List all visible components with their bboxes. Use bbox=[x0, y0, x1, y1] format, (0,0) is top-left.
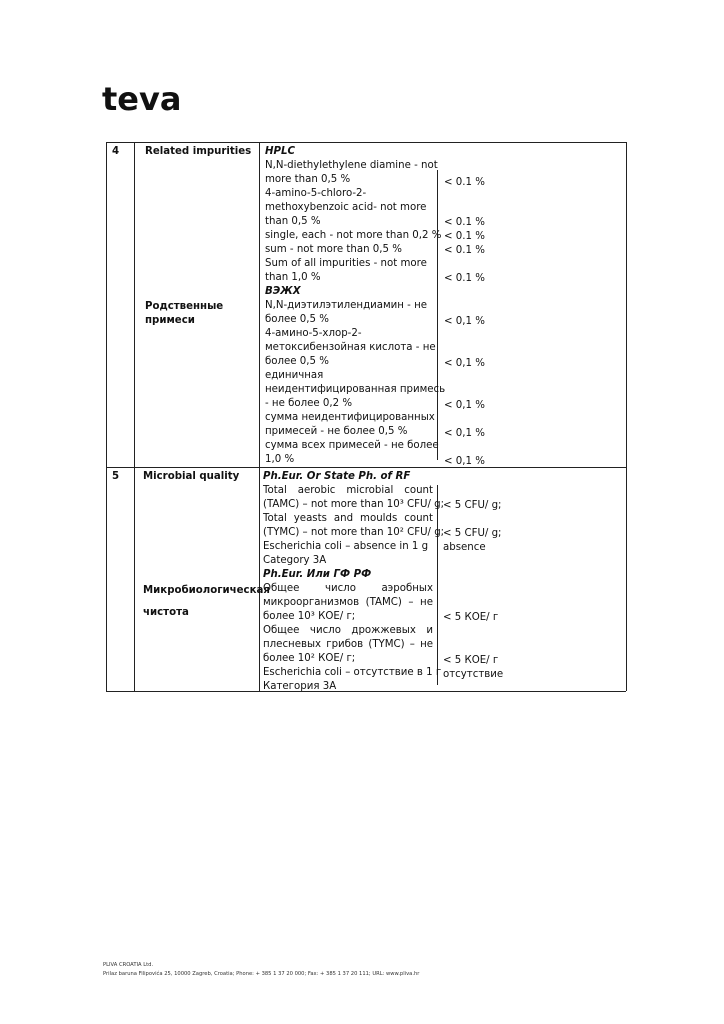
spec-line: единичная bbox=[265, 370, 324, 381]
spec-line: 4-амино-5-хлор-2- bbox=[265, 328, 362, 339]
test-name-ru: чистота bbox=[143, 607, 189, 618]
result-value: < 0,1 % bbox=[444, 428, 485, 439]
test-name-en: Related impurities bbox=[145, 146, 252, 157]
spec-line: N,N-диэтилэтилендиамин - не bbox=[265, 300, 428, 311]
spec-line: Sum of all impurities - not more bbox=[265, 258, 427, 269]
spec-line: Категория 3А bbox=[263, 681, 337, 692]
result-value: < 0,1 % bbox=[444, 400, 485, 411]
result-value: < 0,1 % bbox=[444, 358, 485, 369]
test-name-ru: примеси bbox=[145, 315, 195, 326]
spec-line: than 1,0 % bbox=[265, 272, 321, 283]
result-value: < 0.1 % bbox=[444, 231, 485, 242]
spec-line: (TAMC) – not more than 10³ CFU/ g; bbox=[263, 499, 445, 510]
spec-line: Escherichia coli – absence in 1 g bbox=[263, 541, 429, 552]
spec-line: более 10³ КОЕ/ г; bbox=[263, 611, 356, 622]
result-value: < 5 КОЕ/ г bbox=[443, 655, 499, 666]
test-name-ru: Микробиологическая bbox=[143, 585, 270, 596]
spec-line: метоксибензойная кислота - не bbox=[265, 342, 436, 353]
row-divider bbox=[106, 467, 626, 468]
result-value: < 5 КОЕ/ г bbox=[443, 612, 499, 623]
spec-line: Total yeasts and moulds count bbox=[263, 513, 433, 524]
result-value: < 0,1 % bbox=[444, 316, 485, 327]
method-title: Ph.Eur. Или ГФ РФ bbox=[263, 569, 372, 580]
spec-line: Escherichia coli – отсутствие в 1 г bbox=[263, 667, 442, 678]
spec-line: сумма всех примесей - не более bbox=[265, 440, 439, 451]
spec-line: than 0,5 % bbox=[265, 216, 321, 227]
spec-line: более 0,5 % bbox=[265, 314, 329, 325]
spec-line: 1,0 % bbox=[265, 454, 295, 465]
spec-line: sum - not more than 0,5 % bbox=[265, 244, 402, 255]
result-value: < 0.1 % bbox=[444, 273, 485, 284]
test-name-ru: Родственные bbox=[145, 301, 224, 312]
spec-line: более 0,5 % bbox=[265, 356, 329, 367]
spec-line: более 10² КОЕ/ г; bbox=[263, 653, 356, 664]
spec-line: (TYMC) – not more than 10² CFU/ g; bbox=[263, 527, 445, 538]
spec-line: микроорганизмов (TAMC) – не bbox=[263, 597, 433, 608]
column-divider bbox=[106, 142, 107, 691]
teva-logo bbox=[102, 84, 186, 118]
result-value: < 0.1 % bbox=[444, 245, 485, 256]
spec-line: Category 3A bbox=[263, 555, 327, 566]
column-divider bbox=[437, 485, 438, 685]
result-value: < 0.1 % bbox=[444, 217, 485, 228]
spec-line: single, each - not more than 0,2 % bbox=[265, 230, 442, 241]
spec-line: 4-amino-5-chloro-2- bbox=[265, 188, 367, 199]
result-value: < 5 CFU/ g; bbox=[443, 528, 502, 539]
row-number: 4 bbox=[112, 146, 120, 157]
table-bottom-rule bbox=[106, 691, 626, 692]
result-value: < 5 CFU/ g; bbox=[443, 500, 502, 511]
table-top-rule bbox=[106, 142, 626, 143]
spec-line: more than 0,5 % bbox=[265, 174, 351, 185]
column-divider bbox=[134, 142, 135, 691]
result-value: < 0,1 % bbox=[444, 456, 485, 467]
spec-line: methoxybenzoic acid- not more bbox=[265, 202, 427, 213]
test-name-en: Microbial quality bbox=[143, 471, 240, 482]
spec-line: - не более 0,2 % bbox=[265, 398, 353, 409]
teva-logo-text: teva bbox=[102, 84, 182, 118]
column-divider bbox=[626, 142, 627, 691]
footer-address: Prilaz baruna Filipovića 25, 10000 Zagreb, Croatia; Phone: + 385 1 37 20 000; Fax: + 385 1 37 20 111; URL: www.pliva.hr bbox=[103, 971, 420, 977]
column-divider bbox=[437, 170, 438, 460]
footer-company: PLIVA CROATIA Ltd. bbox=[103, 962, 154, 968]
spec-line: плесневых грибов (TYMC) – не bbox=[263, 639, 433, 650]
row-number: 5 bbox=[112, 471, 120, 482]
result-value: absence bbox=[443, 542, 486, 553]
column-divider bbox=[259, 142, 260, 691]
method-title: Ph.Eur. Or State Ph. of RF bbox=[263, 471, 411, 482]
spec-line: примесей - не более 0,5 % bbox=[265, 426, 408, 437]
result-value: < 0.1 % bbox=[444, 177, 485, 188]
spec-line: сумма неидентифицированных bbox=[265, 412, 435, 423]
spec-line: Total aerobic microbial count bbox=[263, 485, 433, 496]
spec-line: N,N-diethylethylene diamine - not bbox=[265, 160, 438, 171]
method-title: HPLC bbox=[265, 146, 295, 157]
spec-line: неидентифицированная примесь bbox=[265, 384, 446, 395]
spec-line: Общее число аэробных bbox=[263, 583, 433, 594]
method-title: ВЭЖХ bbox=[265, 286, 301, 297]
result-value: отсутствие bbox=[443, 669, 504, 680]
spec-line: Общее число дрожжевых и bbox=[263, 625, 433, 636]
